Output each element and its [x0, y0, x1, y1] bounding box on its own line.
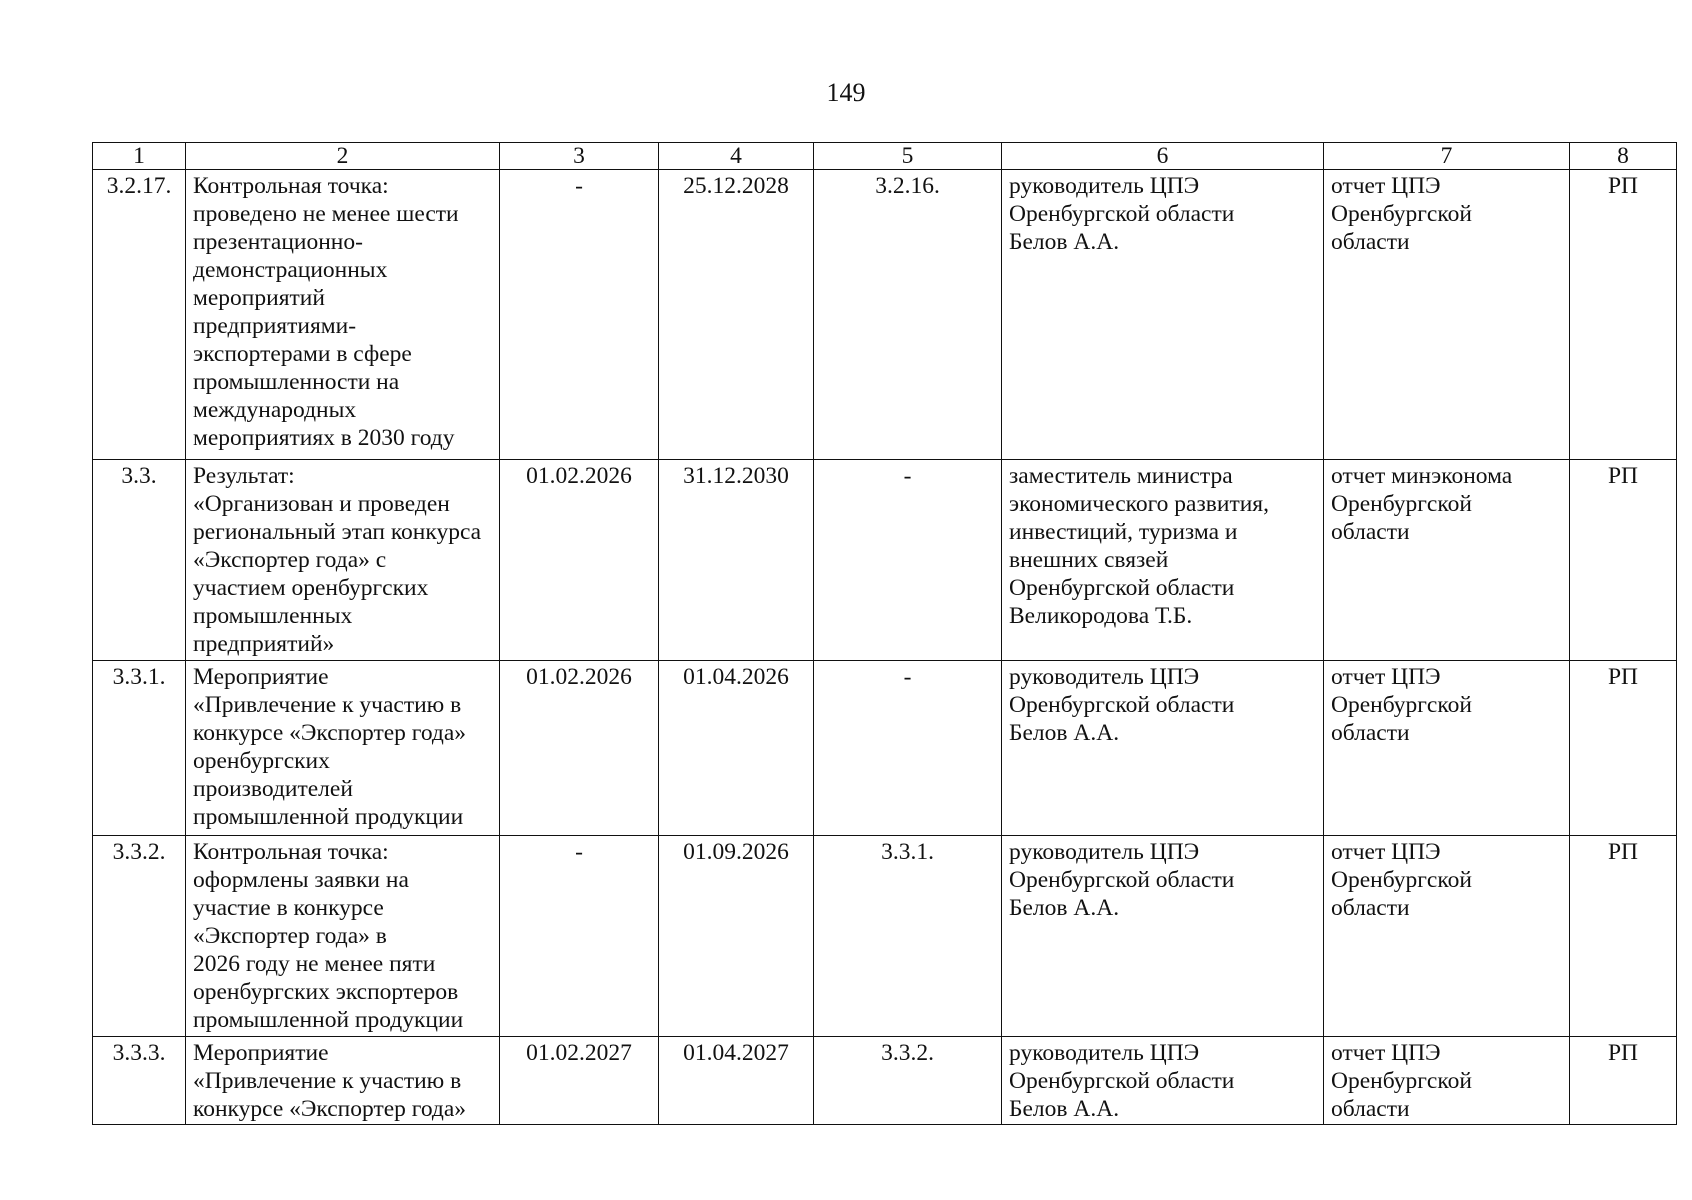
control-level: РП: [1570, 661, 1677, 836]
responsible-person-line: руководитель ЦПЭ: [1009, 1040, 1200, 1066]
result-document-line: Оренбургской: [1331, 201, 1472, 227]
item-name-line: промышленности на: [193, 369, 400, 395]
responsible-person-line: Белов А.А.: [1009, 720, 1120, 746]
end-date: 01.09.2026: [659, 836, 814, 1037]
responsible-person: [1002, 836, 1324, 1037]
start-date: -: [500, 836, 659, 1037]
item-name-line: участием оренбургских: [193, 575, 429, 601]
item-name-line: участие в конкурсе: [193, 895, 384, 921]
responsible-person-line: Белов А.А.: [1009, 895, 1120, 921]
item-name-line: 2026 году не менее пяти: [193, 951, 436, 977]
responsible-person-line: Великородова Т.Б.: [1009, 603, 1193, 629]
control-level: РП: [1570, 836, 1677, 1037]
start-date: 01.02.2026: [500, 661, 659, 836]
end-date: 01.04.2026: [659, 661, 814, 836]
responsible-person: [1002, 1037, 1324, 1125]
item-name-line: «Организован и проведен: [193, 491, 450, 517]
result-document: [1324, 170, 1570, 460]
item-name-line: региональный этап конкурса: [193, 519, 482, 545]
predecessor: -: [814, 661, 1002, 836]
result-document-line: области: [1331, 895, 1410, 921]
responsible-person-line: Оренбургской области: [1009, 575, 1235, 601]
responsible-person-line: руководитель ЦПЭ: [1009, 664, 1200, 690]
responsible-person-line: Белов А.А.: [1009, 229, 1120, 255]
result-document-line: Оренбургской: [1331, 867, 1472, 893]
item-number: 3.3.1.: [93, 661, 186, 836]
end-date: 25.12.2028: [659, 170, 814, 460]
item-name-line: презентационно-: [193, 229, 363, 255]
item-name-line: промышленных: [193, 603, 353, 629]
item-name-line: Контрольная точка:: [193, 839, 389, 865]
item-name-line: Мероприятие: [193, 664, 329, 690]
item-name-line: производителей: [193, 776, 353, 802]
responsible-person-line: Оренбургской области: [1009, 692, 1235, 718]
item-name-line: «Экспортер года» в: [193, 923, 387, 949]
start-date: -: [500, 170, 659, 460]
item-name: [186, 836, 500, 1037]
result-document-line: Оренбургской: [1331, 692, 1472, 718]
result-document-line: отчет ЦПЭ: [1331, 1040, 1441, 1066]
item-name: [186, 661, 500, 836]
column-header-6: 6: [1002, 143, 1324, 170]
result-document-line: области: [1331, 720, 1410, 746]
responsible-person-line: Оренбургской области: [1009, 201, 1235, 227]
item-number: 3.2.17.: [93, 170, 186, 460]
column-header-2: 2: [186, 143, 500, 170]
item-name-line: оренбургских экспортеров: [193, 979, 459, 1005]
item-name-line: оформлены заявки на: [193, 867, 409, 893]
result-document-line: области: [1331, 1096, 1410, 1122]
responsible-person-line: заместитель министра: [1009, 463, 1233, 489]
item-name-line: Мероприятие: [193, 1040, 329, 1066]
result-document-line: области: [1331, 229, 1410, 255]
item-name-line: «Экспортер года» с: [193, 547, 387, 573]
start-date: 01.02.2026: [500, 460, 659, 661]
item-name: [186, 460, 500, 661]
item-name-line: предприятиями-: [193, 313, 357, 339]
column-header-7: 7: [1324, 143, 1570, 170]
item-name-line: демонстрационных: [193, 257, 388, 283]
responsible-person: [1002, 170, 1324, 460]
table-row: [93, 1037, 1677, 1125]
responsible-person-line: руководитель ЦПЭ: [1009, 173, 1200, 199]
item-name-line: «Привлечение к участию в: [193, 692, 462, 718]
responsible-person-line: руководитель ЦПЭ: [1009, 839, 1200, 865]
column-header-1: 1: [93, 143, 186, 170]
result-document: [1324, 836, 1570, 1037]
control-level: РП: [1570, 1037, 1677, 1125]
result-document-line: отчет ЦПЭ: [1331, 839, 1441, 865]
result-document: [1324, 661, 1570, 836]
end-date: 31.12.2030: [659, 460, 814, 661]
column-header-3: 3: [500, 143, 659, 170]
item-name-line: промышленной продукции: [193, 804, 464, 830]
item-number: 3.3.3.: [93, 1037, 186, 1125]
column-header-5: 5: [814, 143, 1002, 170]
responsible-person-line: Оренбургской области: [1009, 1068, 1235, 1094]
column-header-8: 8: [1570, 143, 1677, 170]
predecessor: 3.3.1.: [814, 836, 1002, 1037]
predecessor: 3.2.16.: [814, 170, 1002, 460]
result-document-line: отчет ЦПЭ: [1331, 173, 1441, 199]
item-name-line: оренбургских: [193, 748, 330, 774]
table-row: [93, 170, 1677, 460]
result-document-line: Оренбургской: [1331, 1068, 1472, 1094]
item-name-line: предприятий»: [193, 631, 335, 657]
item-number: 3.3.: [93, 460, 186, 661]
control-level: РП: [1570, 170, 1677, 460]
start-date: 01.02.2027: [500, 1037, 659, 1125]
item-name-line: Контрольная точка:: [193, 173, 389, 199]
column-header-4: 4: [659, 143, 814, 170]
table-row: [93, 460, 1677, 661]
table-row: [93, 661, 1677, 836]
responsible-person: [1002, 460, 1324, 661]
item-name-line: конкурсе «Экспортер года»: [193, 1096, 467, 1122]
result-document-line: области: [1331, 519, 1410, 545]
responsible-person-line: инвестиций, туризма и: [1009, 519, 1238, 545]
item-name-line: мероприятиях в 2030 году: [193, 425, 455, 451]
item-name-line: международных: [193, 397, 357, 423]
end-date: 01.04.2027: [659, 1037, 814, 1125]
predecessor: 3.3.2.: [814, 1037, 1002, 1125]
result-document: [1324, 1037, 1570, 1125]
item-number: 3.3.2.: [93, 836, 186, 1037]
responsible-person-line: экономического развития,: [1009, 491, 1269, 517]
result-document-line: Оренбургской: [1331, 491, 1472, 517]
item-name-line: конкурсе «Экспортер года»: [193, 720, 467, 746]
page-number: 149: [826, 78, 866, 107]
item-name: [186, 170, 500, 460]
item-name-line: «Привлечение к участию в: [193, 1068, 462, 1094]
item-name: [186, 1037, 500, 1125]
table-row: [93, 836, 1677, 1037]
plan-table: [92, 142, 1677, 1125]
item-name-line: Результат:: [193, 463, 295, 489]
header-row: [93, 143, 1677, 170]
responsible-person-line: внешних связей: [1009, 547, 1169, 573]
responsible-person-line: Белов А.А.: [1009, 1096, 1120, 1122]
item-name-line: экспортерами в сфере: [193, 341, 412, 367]
result-document-line: отчет ЦПЭ: [1331, 664, 1441, 690]
result-document-line: отчет минэконома: [1331, 463, 1513, 489]
item-name-line: промышленной продукции: [193, 1007, 464, 1033]
item-name-line: проведено не менее шести: [193, 201, 459, 227]
predecessor: -: [814, 460, 1002, 661]
responsible-person: [1002, 661, 1324, 836]
item-name-line: мероприятий: [193, 285, 325, 311]
result-document: [1324, 460, 1570, 661]
responsible-person-line: Оренбургской области: [1009, 867, 1235, 893]
control-level: РП: [1570, 460, 1677, 661]
